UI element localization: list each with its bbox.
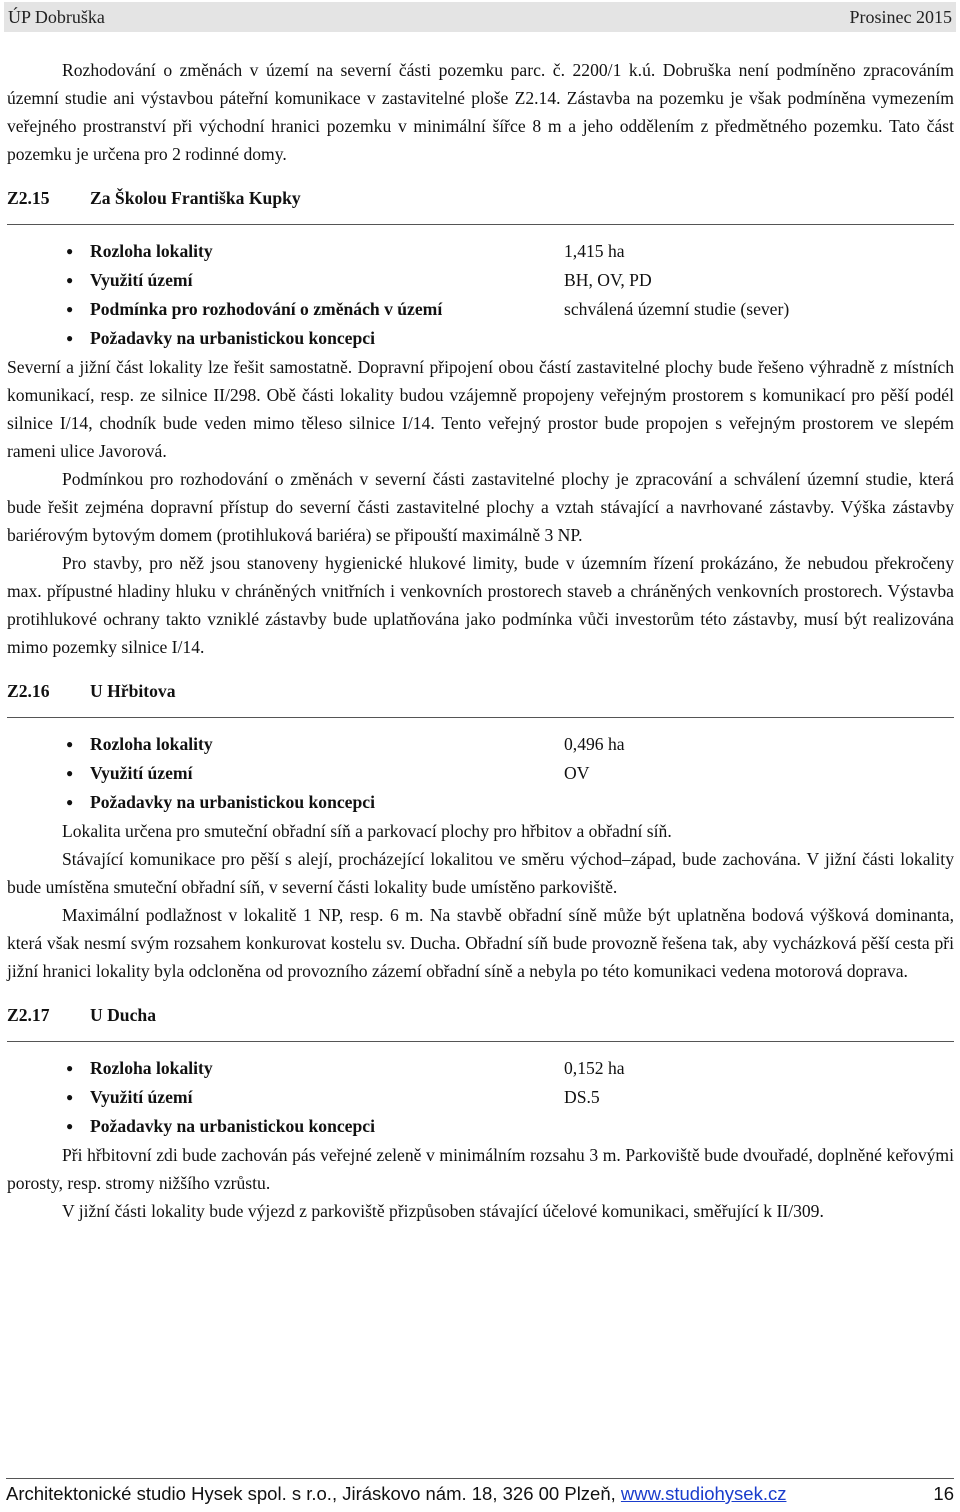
bullet-icon: ●	[66, 737, 74, 751]
body-paragraph: Stávající komunikace pro pěší s alejí, procházející lokalitou ve směru východ–západ, bude zachována. V jižní části lokality bude umístěna smuteční obřadní síň, v severní části lokality bude umístěno parkoviště.	[7, 849, 954, 897]
section-properties	[7, 1054, 954, 1141]
section-number: Z2.16	[7, 681, 50, 701]
footer-address: Architektonické studio Hysek spol. s r.o., Jiráskovo nám. 18, 326 00 Plzeň, www.studiohysek.cz	[6, 1483, 787, 1504]
section-heading-z2-15	[7, 184, 954, 225]
footer-website-link[interactable]: www.studiohysek.cz	[620, 1483, 787, 1504]
body-paragraph: V jižní části lokality bude výjezd z parkoviště přizpůsoben stávající účelové komunikaci, směřující k II/309.	[62, 1201, 824, 1221]
body-paragraph: Pro stavby, pro něž jsou stanoveny hygienické hlukové limity, bude v územním řízení prokázáno, že nebudou překročeny max. přípustné hladiny hluku v chráněných vnitřních i venkovních prostorech staveb a chráněných venkovních prostorech. Výstavba protihlukové ochrany takto vzniklé zástavby bude uplatňována jako podmínka vůči investorům této zástavby, musí být realizována mimo pozemky silnice I/14.	[7, 553, 954, 657]
body-paragraph: Lokalita určena pro smuteční obřadní síň a parkovací plochy pro hřbitov a obřadní síň.	[62, 821, 672, 841]
section-number: Z2.15	[7, 188, 50, 208]
intro-paragraph: Rozhodování o změnách v území na severní části pozemku parc. č. 2200/1 k.ú. Dobruška není podmíněno zpracováním územní studie ani výstavbou páteřní komunikace v zastavitelné ploše Z2.14. Zástavba na pozemku je však podmíněna vymezením veřejného prostranství při východní hranici pozemku v minimální šířce 8 m a jeho oddělením z předmětného pozemku. Tato část pozemku je určena pro 2 rodinné domy.	[7, 60, 954, 164]
header-document-title: ÚP Dobruška	[8, 6, 105, 27]
section-title: U Hřbitova	[90, 681, 176, 701]
section-heading-z2-17	[7, 1001, 954, 1042]
page-number: 16	[933, 1483, 954, 1504]
section-heading-z2-16	[7, 677, 954, 718]
bullet-icon: ●	[66, 1119, 74, 1133]
property-row: ● Požadavky na urbanistickou koncepci	[7, 324, 954, 353]
property-row: ● Rozloha lokality 0,496 ha	[7, 730, 954, 759]
property-row: ● Požadavky na urbanistickou koncepci	[7, 788, 954, 817]
bullet-icon: ●	[66, 273, 74, 287]
property-row: ● Rozloha lokality 0,152 ha	[7, 1054, 954, 1083]
body-paragraph: Při hřbitovní zdi bude zachován pás veřejné zeleně v minimálním rozsahu 3 m. Parkoviště bude dvouřadé, doplněné keřovými porosty, resp. stromy nižšího vzrůstu.	[7, 1145, 954, 1193]
bullet-icon: ●	[66, 1061, 74, 1075]
bullet-icon: ●	[66, 302, 74, 316]
property-row: ● Využití území OV	[7, 759, 954, 788]
page-footer	[6, 1478, 954, 1509]
section-title: Za Školou Františka Kupky	[90, 188, 301, 208]
section-properties	[7, 730, 954, 817]
section-number: Z2.17	[7, 1005, 50, 1025]
property-row: ● Rozloha lokality 1,415 ha	[7, 237, 954, 266]
property-row: ● Využití území DS.5	[7, 1083, 954, 1112]
property-row: ● Požadavky na urbanistickou koncepci	[7, 1112, 954, 1141]
property-row: ● Využití území BH, OV, PD	[7, 266, 954, 295]
bullet-icon: ●	[66, 331, 74, 345]
body-paragraph: Maximální podlažnost v lokalitě 1 NP, resp. 6 m. Na stavbě obřadní síně může být uplatněna bodová výšková dominanta, která však nesmí svým rozsahem konkurovat kostelu sv. Ducha. Obřadní síň bude provozně řešena tak, aby vycházková pěší cesta při jižní hranici lokality byla odcloněna od provozního zázemí obřadní síně a nebyla po této komunikaci vedena motorová doprava.	[7, 905, 954, 981]
body-paragraph: Podmínkou pro rozhodování o změnách v severní části zastavitelné plochy je zpracování a schválení územní studie, která bude řešit zejména dopravní přístup do severní části zastavitelné plochy a vztah stávající a navrhované zástavby. Výška zástavby bariérovým bytovým domem (protihluková bariéra) se připouští maximálně 3 NP.	[7, 469, 954, 545]
bullet-icon: ●	[66, 795, 74, 809]
bullet-icon: ●	[66, 244, 74, 258]
page-content	[7, 56, 954, 1225]
header-date: Prosinec 2015	[849, 6, 952, 27]
bullet-icon: ●	[66, 1090, 74, 1104]
property-row: ● Podmínka pro rozhodování o změnách v území schválená územní studie (sever)	[7, 295, 954, 324]
section-title: U Ducha	[90, 1005, 156, 1025]
page-header	[4, 2, 956, 32]
section-properties	[7, 237, 954, 353]
bullet-icon: ●	[66, 766, 74, 780]
body-paragraph: Severní a jižní část lokality lze řešit samostatně. Dopravní připojení obou částí zastavitelné plochy bude řešeno výhradně z místních komunikací, resp. ze silnice II/298. Obě části lokality budou vzájemně propojeny veřejným prostorem s komunikací pro pěší podél silnice I/14, chodník bude veden mimo těleso silnice I/14. Tento veřejný prostor bude propojen s veřejným prostorem ve slepém rameni ulice Javorová.	[7, 357, 954, 461]
